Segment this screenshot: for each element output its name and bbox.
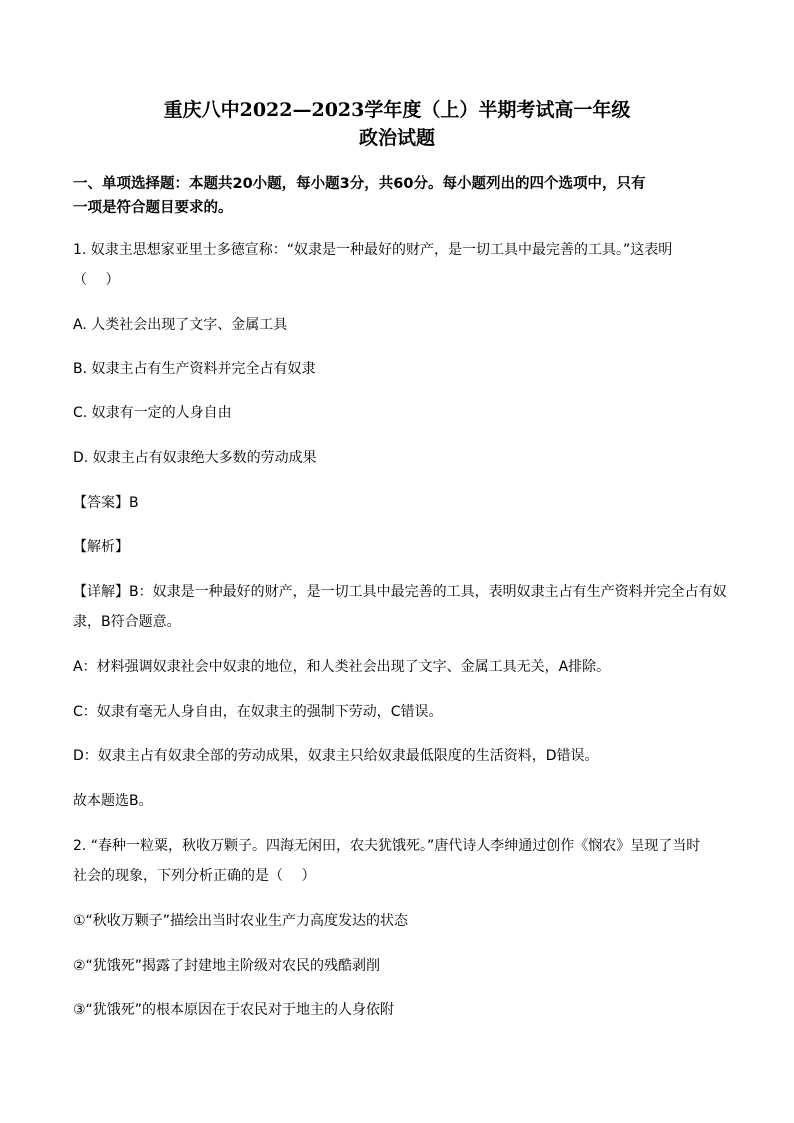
question-2-item-1: ①“秋收万颗子”描绘出当时农业生产力高度发达的状态 xyxy=(73,913,409,929)
section-heading-line-2: 一项是符合题目要求的。 xyxy=(73,200,233,216)
question-2-stem-line-1: 2. “春种一粒粟，秋收万颗子。四海无闲田，农夫犹饿死。”唐代诗人李绅通过创作《悯农》呈现了当时 xyxy=(73,838,701,854)
section-heading-line-1: 一、单项选择题：本题共20小题，每小题3分，共60分。每小题列出的四个选项中，只有 xyxy=(73,176,646,192)
page-subtitle: 政治试题 xyxy=(358,127,435,149)
question-1-detail-d: D：奴隶主占有奴隶全部的劳动成果，奴隶主只给奴隶最低限度的生活资料，D错误。 xyxy=(73,748,599,764)
question-1-conclusion: 故本题选B。 xyxy=(73,793,153,809)
question-1-stem-line-2: （ ） xyxy=(73,272,120,288)
question-1-option-c: C. 奴隶有一定的人身自由 xyxy=(73,405,232,421)
question-1-detail-line-1: 【详解】B：奴隶是一种最好的财产，是一切工具中最完善的工具，表明奴隶主占有生产资料并完全占有奴 xyxy=(73,584,727,600)
question-1-option-a: A. 人类社会出现了文字、金属工具 xyxy=(73,317,288,333)
question-1-stem-line-1: 1. 奴隶主思想家亚里士多德宣称：“奴隶是一种最好的财产，是一切工具中最完善的工具。”这表明 xyxy=(73,242,673,258)
question-1-answer: 【答案】B xyxy=(73,495,139,511)
question-1-detail-c: C：奴隶有毫无人身自由，在奴隶主的强制下劳动，C错误。 xyxy=(73,704,443,720)
question-1-analysis-label: 【解析】 xyxy=(73,539,129,555)
question-2-stem-line-2: 社会的现象，下列分析正确的是（ ） xyxy=(73,868,316,884)
question-2-item-2: ②“犹饿死”揭露了封建地主阶级对农民的残酷剥削 xyxy=(73,958,381,974)
question-1-option-d: D. 奴隶主占有奴隶绝大多数的劳动成果 xyxy=(73,450,317,466)
question-1-detail-a: A：材料强调奴隶社会中奴隶的地位，和人类社会出现了文字、金属工具无关，A排除。 xyxy=(73,659,611,675)
question-1-option-b: B. 奴隶主占有生产资料并完全占有奴隶 xyxy=(73,361,316,377)
page-title: 重庆八中2022—2023学年度（上）半期考试高一年级 xyxy=(163,99,631,121)
question-1-detail-line-2: 隶，B符合题意。 xyxy=(73,614,181,630)
question-2-item-3: ③“犹饿死”的根本原因在于农民对于地主的人身依附 xyxy=(73,1002,395,1018)
